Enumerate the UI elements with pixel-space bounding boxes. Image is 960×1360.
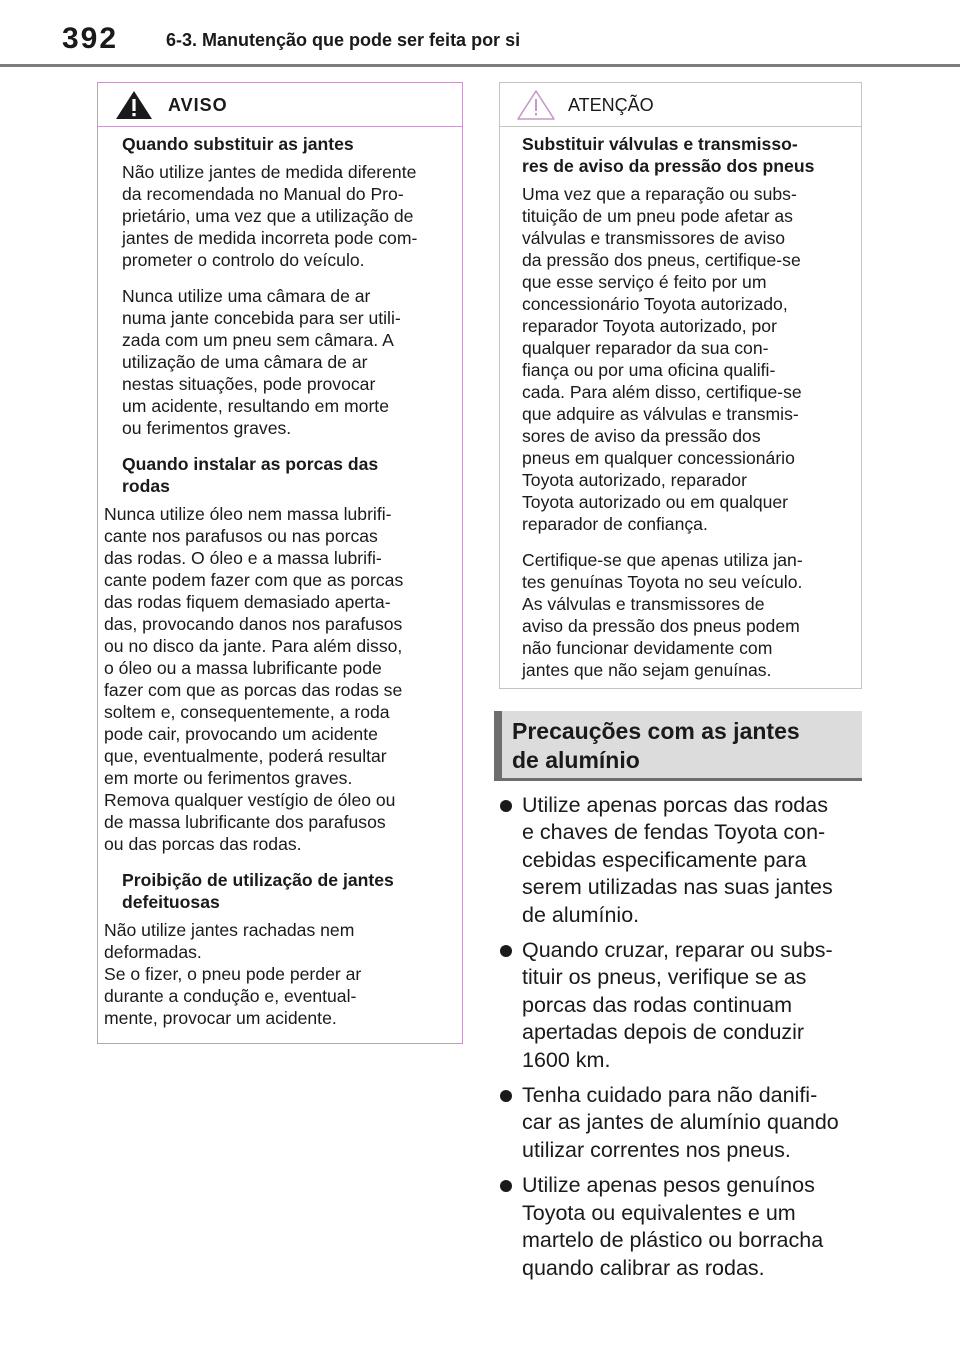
text-line: pode cair, provocando um acidente: [104, 724, 378, 744]
bullet-list: [498, 792, 863, 1290]
section-title: 6-3. Manutenção que pode ser feita por si: [166, 30, 521, 50]
text-line: ou das porcas das rodas.: [104, 834, 302, 854]
text-line: aviso da pressão dos pneus podem: [522, 616, 800, 636]
caution-paragraph: [522, 183, 852, 535]
text-line: das, provocando danos nos parafusos: [104, 614, 403, 634]
text-line: Se o fizer, o pneu pode perder ar: [104, 964, 362, 984]
warning-paragraph: [104, 503, 454, 855]
text-line: defeituosas: [122, 892, 220, 912]
text-line: Toyota ou equivalentes e um: [522, 1200, 796, 1225]
bullet-dot-icon: [500, 945, 512, 957]
text-line: car as jantes de alumínio quando: [522, 1110, 839, 1135]
text-line: soltem e, consequentemente, a roda: [104, 702, 390, 722]
text-line: deformadas.: [104, 942, 202, 962]
text-line: jantes de medida incorreta pode com-: [122, 228, 418, 248]
page-number: 392: [62, 22, 119, 55]
text-line: apertadas depois de conduzir: [522, 1020, 805, 1045]
text-line: reparador Toyota autorizado, por: [522, 316, 777, 336]
text-line: das rodas. O óleo e a massa lubrifi-: [104, 548, 382, 568]
text-line: e chaves de fendas Toyota con-: [522, 820, 826, 845]
text-line: cante podem fazer com que as porcas: [104, 570, 404, 590]
text-line: cebidas especificamente para: [522, 847, 807, 872]
warning-subheading: [104, 869, 454, 913]
text-line: Tenha cuidado para não danifi-: [522, 1083, 818, 1108]
text-line: tituir os pneus, verifique se as: [522, 965, 807, 990]
text-line: Toyota autorizado ou em qualquer: [522, 492, 789, 512]
text-line: nestas situações, pode provocar: [122, 374, 376, 394]
text-line: pneus em qualquer concessionário: [522, 448, 795, 468]
text-line: prietário, uma vez que a utilização de: [122, 206, 414, 226]
text-line: fiança ou por uma oficina qualifi-: [522, 360, 776, 380]
list-item: [498, 1082, 863, 1164]
text-line: Substituir válvulas e transmisso-: [522, 134, 798, 154]
warning-body: [104, 133, 454, 1029]
text-line: em morte ou ferimentos graves.: [104, 768, 353, 788]
page-header: [0, 0, 960, 68]
text-line: o óleo ou a massa lubrificante pode: [104, 658, 382, 678]
text-line: utilizar correntes nos pneus.: [522, 1137, 791, 1162]
text-line: utilização de uma câmara de ar: [122, 352, 368, 372]
caution-title: ATENÇÃO: [568, 95, 654, 115]
caution-paragraph: [522, 549, 852, 681]
text-line: Toyota autorizado, reparador: [522, 470, 747, 490]
warning-subheading: [104, 453, 454, 497]
text-line: durante a condução e, eventual-: [104, 986, 357, 1006]
warning-header: [98, 83, 462, 127]
list-item: [498, 792, 863, 929]
text-line: Uma vez que a reparação ou subs-: [522, 184, 797, 204]
text-line: Utilize apenas porcas das rodas: [522, 793, 828, 817]
text-line: Não utilize jantes rachadas nem: [104, 920, 355, 940]
text-line: de alumínio.: [522, 902, 640, 927]
text-line: da pressão dos pneus, certifique-se: [522, 250, 801, 270]
warning-triangle-outline-icon: [516, 89, 556, 121]
text-line: da recomendada no Manual do Pro-: [122, 184, 404, 204]
text-line: Quando cruzar, reparar ou subs-: [522, 938, 833, 963]
warning-paragraph: [104, 285, 454, 439]
warning-paragraph: [104, 919, 454, 1029]
text-line: Nunca utilize óleo nem massa lubrifi-: [104, 504, 392, 524]
bullet-dot-icon: [500, 1180, 512, 1192]
text-line: reparador de confiança.: [522, 514, 708, 534]
text-line: cada. Para além disso, certifique-se: [522, 382, 802, 402]
list-item: [498, 1172, 863, 1282]
list-item: [498, 937, 863, 1074]
text-line: quando calibrar as rodas.: [522, 1255, 765, 1280]
text-line: qualquer reparador da sua con-: [522, 338, 769, 358]
text-line: martelo de plástico ou borracha: [522, 1228, 824, 1253]
text-line: válvulas e transmissores de aviso: [522, 228, 786, 248]
caution-header: [500, 83, 861, 127]
warning-triangle-filled-icon: [114, 89, 154, 121]
caution-body: [522, 133, 852, 681]
text-line: ou no disco da jante. Para além disso,: [104, 636, 403, 656]
warning-title: AVISO: [168, 95, 228, 115]
bullet-dot-icon: [500, 1090, 512, 1102]
text-line: zada com um pneu sem câmara. A: [122, 330, 394, 350]
text-line: serem utilizadas nas suas jantes: [522, 875, 833, 900]
text-line: mente, provocar um acidente.: [104, 1008, 337, 1028]
text-line: que adquire as válvulas e transmis-: [522, 404, 799, 424]
text-line: ou ferimentos graves.: [122, 418, 292, 438]
text-line: porcas das rodas continuam: [522, 992, 793, 1017]
text-line: um acidente, resultando em morte: [122, 396, 389, 416]
text-line: fazer com que as porcas das rodas se: [104, 680, 403, 700]
text-line: Utilize apenas pesos genuínos: [522, 1173, 815, 1198]
section-heading-text: [512, 717, 852, 775]
text-line: Quando instalar as porcas das: [122, 454, 379, 474]
text-line: Remova qualquer vestígio de óleo ou: [104, 790, 396, 810]
text-line: cante nos parafusos ou nas porcas: [104, 526, 378, 546]
text-line: jantes que não sejam genuínas.: [522, 660, 772, 680]
text-line: não funcionar devidamente com: [522, 638, 773, 658]
text-line: tes genuínas Toyota no seu veículo.: [522, 572, 803, 592]
text-line: res de aviso da pressão dos pneus: [522, 156, 815, 176]
text-line: prometer o controlo do veículo.: [122, 250, 365, 270]
text-line: Não utilize jantes de medida diferente: [122, 162, 417, 182]
text-line: que esse serviço é feito por um: [522, 272, 767, 292]
heading-line: de alumínio: [512, 747, 640, 773]
text-line: que, eventualmente, poderá resultar: [104, 746, 387, 766]
section-heading: [494, 711, 862, 781]
text-line: concessionário Toyota autorizado,: [522, 294, 788, 314]
text-line: das rodas fiquem demasiado aperta-: [104, 592, 391, 612]
text-line: 1600 km.: [522, 1047, 611, 1072]
warning-subheading: Quando substituir as jantes: [122, 134, 354, 154]
warning-box: [97, 82, 463, 1044]
text-line: sores de aviso da pressão dos: [522, 426, 761, 446]
text-line: rodas: [122, 476, 170, 496]
caution-subheading: [522, 133, 852, 177]
caution-box: [499, 82, 862, 689]
text-line: tituição de um pneu pode afetar as: [522, 206, 793, 226]
bullet-dot-icon: [500, 800, 512, 812]
text-line: As válvulas e transmissores de: [522, 594, 765, 614]
warning-paragraph: [104, 161, 454, 271]
header-divider: [0, 64, 960, 67]
text-line: de massa lubrificante dos parafusos: [104, 812, 386, 832]
heading-line: Precauções com as jantes: [512, 718, 800, 744]
text-line: numa jante concebida para ser utili-: [122, 308, 401, 328]
text-line: Certifique-se que apenas utiliza jan-: [522, 550, 803, 570]
text-line: Proibição de utilização de jantes: [122, 870, 394, 890]
text-line: Nunca utilize uma câmara de ar: [122, 286, 371, 306]
